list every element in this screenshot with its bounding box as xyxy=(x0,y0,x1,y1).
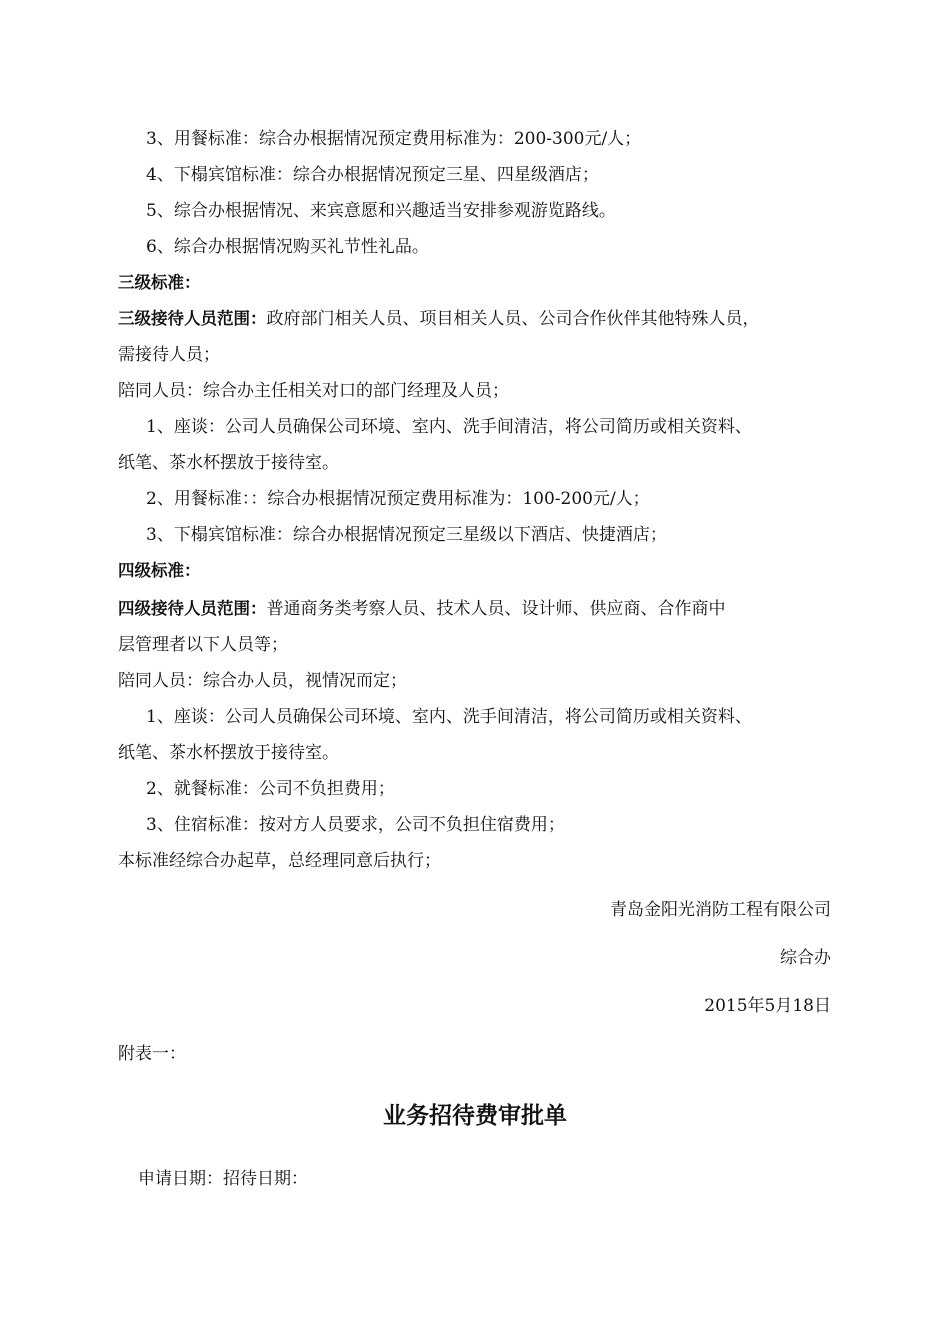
hotel-standard-line: 4、下榻宾馆标准：综合办根据情况预定三星、四星级酒店； xyxy=(146,165,599,185)
level-four-item-1-cont: 纸笔、茶水杯摆放于接待室。 xyxy=(118,743,339,763)
level-four-heading: 四级标准： xyxy=(118,561,201,580)
level-four-scope-text: 普通商务类考察人员、技术人员、设计师、供应商、合作商中 xyxy=(266,599,726,619)
tour-line: 5、综合办根据情况、来宾意愿和兴趣适当安排参观游览路线。 xyxy=(146,201,616,221)
level-four-item-1: 1、座谈：公司人员确保公司环境、室内、洗手间清洁，将公司简历或相关资料、 xyxy=(146,707,752,727)
level-three-item-2: 2、用餐标准：：综合办根据情况预定费用标准为：100-200元/人； xyxy=(146,489,650,509)
level-three-scope-cont: 需接待人员； xyxy=(118,345,220,365)
signature-dept: 综合办 xyxy=(780,948,831,968)
appendix-title: 业务招待费审批单 xyxy=(383,1103,567,1129)
level-three-scope-label: 三级接待人员范围： xyxy=(118,309,267,328)
appendix-date-fields: 申请日期：招待日期： xyxy=(138,1169,308,1189)
level-four-item-3: 3、住宿标准：按对方人员要求，公司不负担住宿费用； xyxy=(146,815,565,835)
level-three-scope-text: 政府部门相关人员、项目相关人员、公司合作伙伴其他特殊人员， xyxy=(266,309,760,329)
level-three-accompany: 陪同人员：综合办主任相关对口的部门经理及人员； xyxy=(118,381,509,401)
level-four-scope-label: 四级接待人员范围： xyxy=(118,599,267,618)
meal-standard-line: 3、用餐标准：综合办根据情况预定费用标准为：200-300元/人； xyxy=(146,129,642,149)
level-four-accompany: 陪同人员：综合办人员，视情况而定； xyxy=(118,671,407,691)
level-three-item-3: 3、下榻宾馆标准：综合办根据情况预定三星级以下酒店、快捷酒店； xyxy=(146,525,667,545)
level-three-item-1-cont: 纸笔、茶水杯摆放于接待室。 xyxy=(118,453,339,473)
signature-company: 青岛金阳光消防工程有限公司 xyxy=(610,900,831,920)
level-four-scope xyxy=(118,597,726,621)
level-three-heading: 三级标准： xyxy=(118,273,201,292)
gift-line: 6、综合办根据情况购买礼节性礼品。 xyxy=(146,237,429,257)
level-four-item-2: 2、就餐标准：公司不负担费用； xyxy=(146,779,395,799)
closing-statement: 本标准经综合办起草，总经理同意后执行； xyxy=(118,851,441,871)
level-three-item-1: 1、座谈：公司人员确保公司环境、室内、洗手间清洁，将公司简历或相关资料、 xyxy=(146,417,752,437)
appendix-label: 附表一： xyxy=(118,1044,186,1064)
level-three-scope xyxy=(118,307,760,331)
signature-date: 2015年5月18日 xyxy=(704,996,831,1016)
level-four-scope-cont: 层管理者以下人员等； xyxy=(118,635,288,655)
